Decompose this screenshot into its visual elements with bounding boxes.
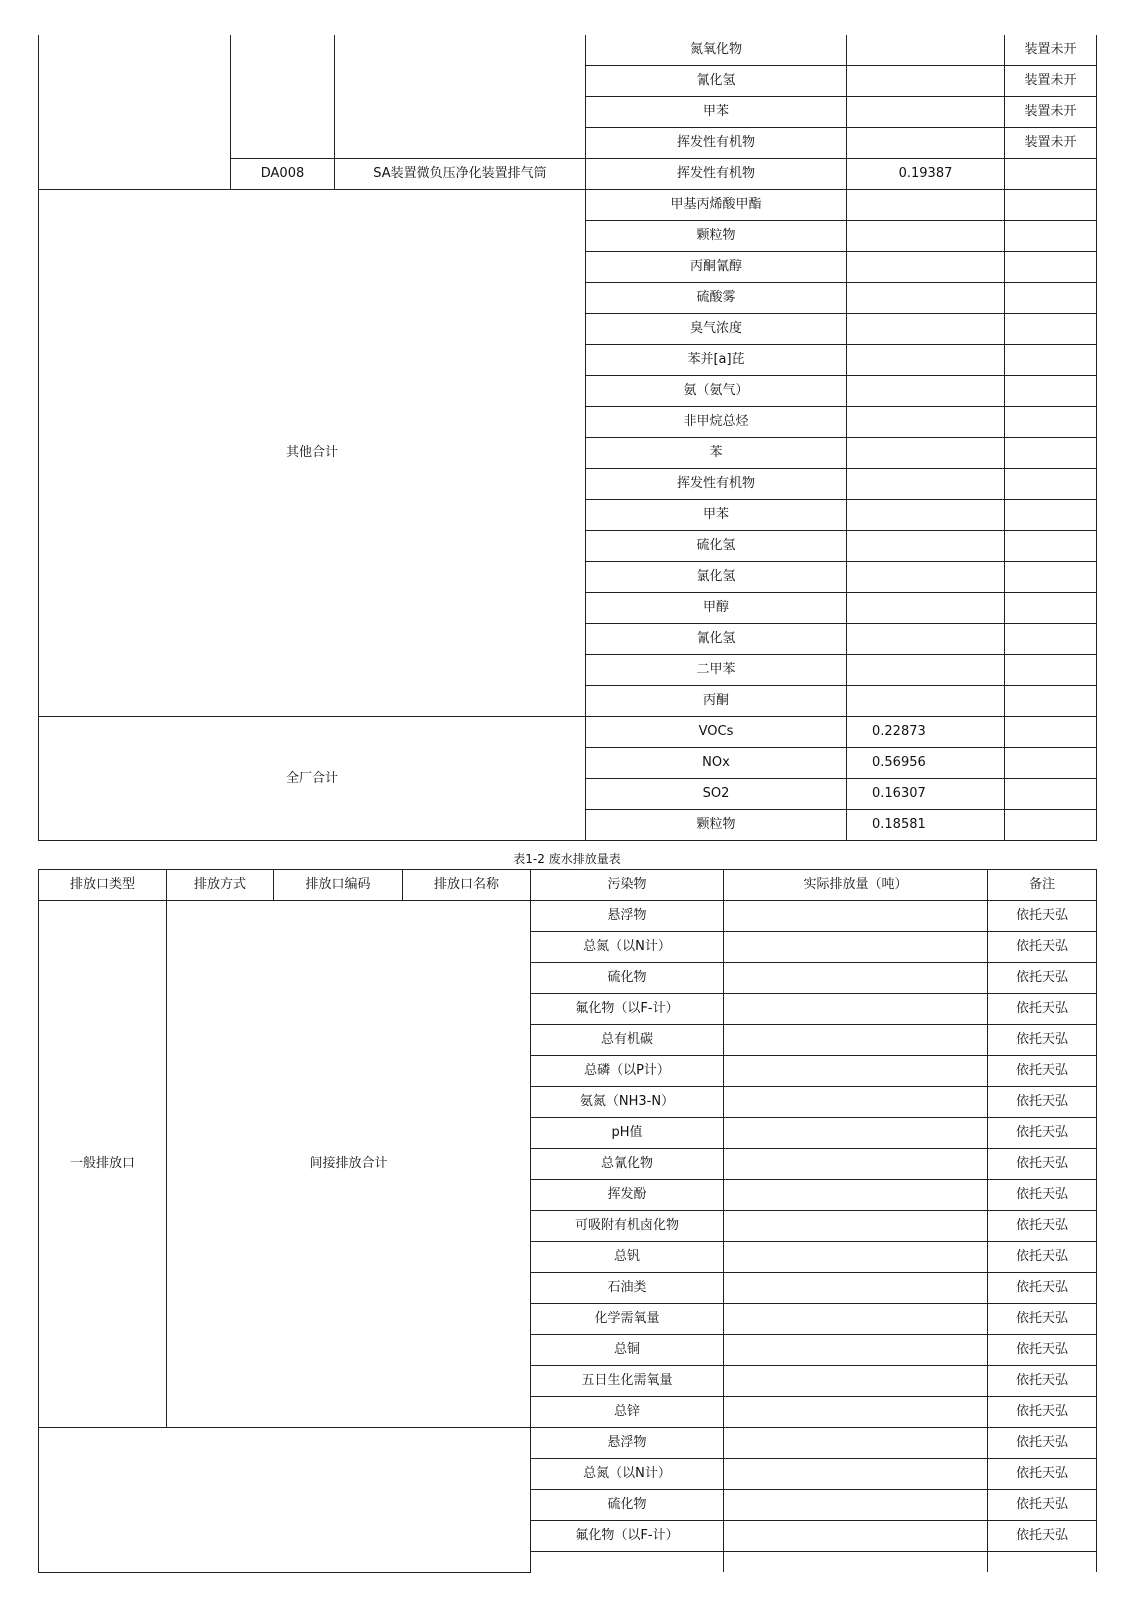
pollutant-cell: 挥发酚	[531, 1180, 724, 1211]
amount-cell	[847, 686, 1005, 717]
pollutant-cell: 可吸附有机卤化物	[531, 1211, 724, 1242]
pollutant-cell: 氯化氢	[586, 562, 847, 593]
pollutant-cell: 挥发性有机物	[586, 469, 847, 500]
pollutant-cell: 总氰化物	[531, 1149, 724, 1180]
pollutant-cell: 石油类	[531, 1273, 724, 1304]
pollutant-cell: 甲基丙烯酸甲酯	[586, 190, 847, 221]
note-cell: 依托天弘	[988, 1490, 1097, 1521]
note-cell: 依托天弘	[988, 1428, 1097, 1459]
outlet-name-cell	[335, 35, 586, 159]
table-row	[39, 1428, 1097, 1459]
note-cell: 依托天弘	[988, 1521, 1097, 1552]
outlet-type-cell	[39, 35, 231, 190]
amount-cell	[724, 994, 988, 1025]
air-emission-table	[38, 35, 1097, 841]
pollutant-cell: 臭气浓度	[586, 314, 847, 345]
pollutant-cell: 丙酮	[586, 686, 847, 717]
amount-cell	[724, 1521, 988, 1552]
amount-cell	[847, 531, 1005, 562]
amount-cell	[847, 314, 1005, 345]
other-total-label: 其他合计	[39, 190, 586, 717]
column-header: 排放口名称	[403, 870, 531, 901]
water-table-body	[39, 870, 1097, 1573]
pollutant-cell: 苯	[586, 438, 847, 469]
table-caption: 表1-2 废水排放量表	[513, 852, 621, 866]
pollutant-cell: SO2	[586, 779, 847, 810]
note-cell: 依托天弘	[988, 1180, 1097, 1211]
amount-cell	[724, 1149, 988, 1180]
amount-cell	[847, 562, 1005, 593]
note-cell	[1005, 407, 1097, 438]
note-cell: 依托天弘	[988, 932, 1097, 963]
note-cell	[1005, 624, 1097, 655]
amount-cell	[847, 469, 1005, 500]
amount-cell	[724, 1273, 988, 1304]
pollutant-cell	[531, 1552, 724, 1573]
amount-cell	[724, 1490, 988, 1521]
note-cell: 装置未开	[1005, 66, 1097, 97]
wastewater-emission-table	[38, 869, 1097, 1573]
note-cell	[1005, 469, 1097, 500]
amount-cell	[724, 1459, 988, 1490]
pollutant-cell: 氰化氢	[586, 624, 847, 655]
group-label-cell	[39, 1428, 531, 1573]
note-cell: 依托天弘	[988, 1211, 1097, 1242]
amount-cell	[847, 252, 1005, 283]
pollutant-cell: 苯并[a]芘	[586, 345, 847, 376]
pollutant-cell: 丙酮氰醇	[586, 252, 847, 283]
note-cell: 依托天弘	[988, 1025, 1097, 1056]
air-table-body	[39, 35, 1097, 841]
note-cell	[1005, 252, 1097, 283]
plant-total-label: 全厂合计	[39, 717, 586, 841]
pollutant-cell: 硫酸雾	[586, 283, 847, 314]
note-cell	[1005, 531, 1097, 562]
table-header-row	[39, 870, 1097, 901]
note-cell	[988, 1552, 1097, 1573]
note-cell	[1005, 748, 1097, 779]
note-cell: 依托天弘	[988, 1304, 1097, 1335]
amount-cell	[847, 376, 1005, 407]
pollutant-cell: 甲苯	[586, 500, 847, 531]
pollutant-cell: pH值	[531, 1118, 724, 1149]
table-row	[39, 717, 1097, 748]
note-cell: 依托天弘	[988, 1087, 1097, 1118]
amount-cell	[847, 35, 1005, 66]
amount-cell	[847, 438, 1005, 469]
amount-cell	[724, 1025, 988, 1056]
outlet-code-cell: DA008	[231, 159, 335, 190]
amount-cell	[724, 1211, 988, 1242]
pollutant-cell: 非甲烷总烃	[586, 407, 847, 438]
amount-cell	[724, 1087, 988, 1118]
table-row	[39, 190, 1097, 221]
pollutant-cell: 总氮（以N计）	[531, 1459, 724, 1490]
amount-cell	[847, 190, 1005, 221]
pollutant-cell: VOCs	[586, 717, 847, 748]
amount-cell: 0.22873	[847, 717, 1005, 748]
note-cell: 依托天弘	[988, 1366, 1097, 1397]
note-cell	[1005, 376, 1097, 407]
amount-cell	[724, 1366, 988, 1397]
pollutant-cell: 硫化氢	[586, 531, 847, 562]
note-cell: 依托天弘	[988, 1335, 1097, 1366]
note-cell	[1005, 190, 1097, 221]
amount-cell	[724, 963, 988, 994]
note-cell: 依托天弘	[988, 1397, 1097, 1428]
amount-cell	[847, 66, 1005, 97]
note-cell: 依托天弘	[988, 994, 1097, 1025]
amount-cell: 0.18581	[847, 810, 1005, 841]
amount-cell	[724, 1397, 988, 1428]
amount-cell	[847, 97, 1005, 128]
amount-cell	[724, 1056, 988, 1087]
note-cell	[1005, 221, 1097, 252]
amount-cell	[847, 128, 1005, 159]
note-cell	[1005, 655, 1097, 686]
column-header: 实际排放量（吨）	[724, 870, 988, 901]
pollutant-cell: 总锌	[531, 1397, 724, 1428]
pollutant-cell: 甲醇	[586, 593, 847, 624]
note-cell	[1005, 438, 1097, 469]
note-cell	[1005, 593, 1097, 624]
pollutant-cell: 悬浮物	[531, 901, 724, 932]
pollutant-cell: 化学需氧量	[531, 1304, 724, 1335]
amount-cell	[847, 221, 1005, 252]
amount-cell	[847, 407, 1005, 438]
note-cell: 依托天弘	[988, 1118, 1097, 1149]
note-cell	[1005, 500, 1097, 531]
pollutant-cell: 颗粒物	[586, 221, 847, 252]
note-cell	[1005, 283, 1097, 314]
pollutant-cell: NOx	[586, 748, 847, 779]
amount-cell: 0.56956	[847, 748, 1005, 779]
pollutant-cell: 甲苯	[586, 97, 847, 128]
pollutant-cell: 挥发性有机物	[586, 159, 847, 190]
note-cell: 装置未开	[1005, 97, 1097, 128]
amount-cell	[847, 500, 1005, 531]
note-cell: 依托天弘	[988, 1056, 1097, 1087]
table-row	[39, 901, 1097, 932]
column-header: 污染物	[531, 870, 724, 901]
note-cell	[1005, 810, 1097, 841]
amount-cell	[724, 1428, 988, 1459]
amount-cell	[847, 624, 1005, 655]
outlet-name-cell: SA装置微负压净化装置排气筒	[335, 159, 586, 190]
table-row	[39, 35, 1097, 66]
amount-cell	[724, 1552, 988, 1573]
column-header: 排放口类型	[39, 870, 167, 901]
pollutant-cell: 总有机碳	[531, 1025, 724, 1056]
note-cell	[1005, 717, 1097, 748]
note-cell: 依托天弘	[988, 1459, 1097, 1490]
note-cell	[1005, 314, 1097, 345]
note-cell: 依托天弘	[988, 1242, 1097, 1273]
pollutant-cell: 硫化物	[531, 963, 724, 994]
note-cell: 依托天弘	[988, 1273, 1097, 1304]
note-cell: 依托天弘	[988, 901, 1097, 932]
pollutant-cell: 氨氮（NH3-N）	[531, 1087, 724, 1118]
amount-cell	[724, 932, 988, 963]
amount-cell	[724, 1118, 988, 1149]
amount-cell	[724, 1242, 988, 1273]
note-cell: 装置未开	[1005, 128, 1097, 159]
pollutant-cell: 总磷（以P计）	[531, 1056, 724, 1087]
note-cell: 依托天弘	[988, 1149, 1097, 1180]
amount-cell	[724, 1180, 988, 1211]
pollutant-cell: 挥发性有机物	[586, 128, 847, 159]
note-cell	[1005, 562, 1097, 593]
amount-cell	[847, 345, 1005, 376]
pollutant-cell: 总氮（以N计）	[531, 932, 724, 963]
note-cell	[1005, 159, 1097, 190]
pollutant-cell: 总钒	[531, 1242, 724, 1273]
pollutant-cell: 氟化物（以F-计）	[531, 994, 724, 1025]
pollutant-cell: 硫化物	[531, 1490, 724, 1521]
amount-cell: 0.16307	[847, 779, 1005, 810]
pollutant-cell: 悬浮物	[531, 1428, 724, 1459]
amount-cell	[724, 901, 988, 932]
note-cell	[1005, 686, 1097, 717]
note-cell	[1005, 779, 1097, 810]
outlet-type-cell: 一般排放口	[39, 901, 167, 1428]
pollutant-cell: 氨（氨气）	[586, 376, 847, 407]
column-header: 备注	[988, 870, 1097, 901]
amount-cell	[724, 1335, 988, 1366]
pollutant-cell: 氟化物（以F-计）	[531, 1521, 724, 1552]
amount-cell: 0.19387	[847, 159, 1005, 190]
pollutant-cell: 总铜	[531, 1335, 724, 1366]
column-header: 排放口编码	[274, 870, 403, 901]
pollutant-cell: 二甲苯	[586, 655, 847, 686]
outlet-code-cell	[231, 35, 335, 159]
note-cell: 依托天弘	[988, 963, 1097, 994]
pollutant-cell: 五日生化需氧量	[531, 1366, 724, 1397]
pollutant-cell: 氮氧化物	[586, 35, 847, 66]
indirect-total-label: 间接排放合计	[167, 901, 531, 1428]
amount-cell	[847, 655, 1005, 686]
note-cell	[1005, 345, 1097, 376]
column-header: 排放方式	[167, 870, 274, 901]
pollutant-cell: 氰化氢	[586, 66, 847, 97]
note-cell: 装置未开	[1005, 35, 1097, 66]
amount-cell	[724, 1304, 988, 1335]
amount-cell	[847, 593, 1005, 624]
amount-cell	[847, 283, 1005, 314]
pollutant-cell: 颗粒物	[586, 810, 847, 841]
